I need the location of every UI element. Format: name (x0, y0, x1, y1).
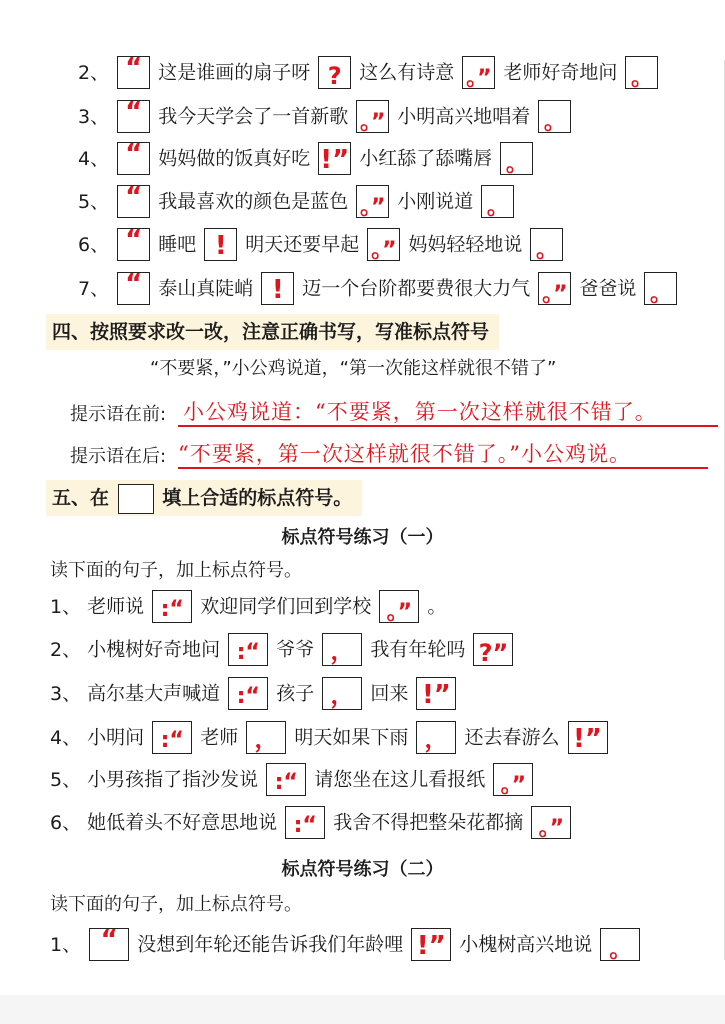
section-heading-5 (46, 480, 362, 516)
sentence-text: 小槐树好奇地问 (87, 638, 221, 661)
heading-post: 填上合适的标点符号。 (162, 487, 353, 509)
sentence-text: 小明高兴地唱着 (397, 105, 531, 128)
answer-box[interactable]: 。 (481, 185, 514, 218)
answer-box[interactable]: 。 (500, 142, 533, 175)
exercise-line (50, 720, 610, 754)
sentence-text: 爸爸说 (579, 277, 637, 300)
answer-box[interactable]: :“ (228, 633, 268, 666)
sentence-text: 欢迎同学们回到学校 (200, 595, 372, 618)
item-number: 1、 (50, 933, 82, 956)
answer-box[interactable]: :“ (228, 677, 268, 710)
exercise-line (50, 805, 573, 839)
answer-box[interactable]: “ (117, 100, 150, 133)
answer-underline (178, 425, 718, 427)
item-number: 7、 (78, 277, 110, 300)
answer-box[interactable]: 。” (379, 590, 419, 623)
answer-box[interactable]: ! (261, 272, 294, 305)
sentence-text: 妈妈轻轻地说 (408, 233, 523, 256)
sentence-text: 老师说 (87, 595, 145, 618)
heading-pre: 五、在 (52, 487, 110, 509)
item-number: 5、 (50, 768, 82, 791)
answer-box[interactable]: “ (117, 185, 150, 218)
sentence-text: 迈一个台阶都要费很大力气 (302, 277, 531, 300)
answer-underline (178, 467, 708, 469)
sentence-text: 小红舔了舔嘴唇 (359, 147, 493, 170)
sentence-text: 她低着头不好意思地说 (87, 811, 278, 834)
answer-box[interactable]: ?” (473, 633, 513, 666)
answer-box[interactable]: “ (117, 272, 150, 305)
exercise-line (50, 589, 446, 623)
sentence-text: 请您坐在这儿看报纸 (314, 768, 486, 791)
exercise-line (50, 762, 535, 796)
sentence-text: 老师好奇地问 (503, 61, 618, 84)
sentence-text: 高尔基大声喊道 (87, 682, 221, 705)
answer-box[interactable]: :“ (266, 763, 306, 796)
section-heading-4: 四、按照要求改一改，注意正确书写，写准标点符号 (46, 314, 499, 350)
bottom-margin (0, 995, 725, 1024)
answer-box[interactable]: ! (204, 228, 237, 261)
answer-box[interactable]: 。” (493, 763, 533, 796)
answer-box[interactable]: :“ (152, 590, 192, 623)
answer-box[interactable]: ， (322, 677, 362, 710)
answer-box[interactable]: “ (117, 228, 150, 261)
answer-box[interactable]: 。” (531, 806, 571, 839)
answer-box[interactable]: :“ (285, 806, 325, 839)
item-number: 5、 (78, 190, 110, 213)
exercise-line (78, 227, 565, 261)
instruction: 读下面的句子，加上标点符号。 (50, 894, 302, 915)
front-label: 提示语在前: (70, 404, 167, 425)
practice-title-1: 标点符号练习（一） (281, 527, 444, 548)
sentence-text: 。 (427, 595, 447, 618)
sentence-text: 我今天学会了一首新歌 (158, 105, 349, 128)
answer-box[interactable]: ， (246, 721, 286, 754)
sentence-text: 小男孩指了指沙发说 (87, 768, 259, 791)
item-number: 4、 (50, 726, 82, 749)
sentence-text: 明天如果下雨 (294, 726, 409, 749)
blank-box-icon (118, 484, 154, 514)
answer-box[interactable]: 。 (644, 272, 677, 305)
back-answer: “不要紧，第一次这样就很不错了。”小公鸡说。 (178, 442, 631, 466)
sentence-text: 回来 (370, 682, 409, 705)
exercise-line (50, 632, 515, 666)
answer-box[interactable]: “ (89, 928, 129, 961)
sentence-text: 还去春游么 (464, 726, 560, 749)
answer-box[interactable]: 。 (538, 100, 571, 133)
practice-title-2: 标点符号练习（二） (281, 859, 444, 880)
exercise-line (78, 271, 679, 305)
answer-box[interactable]: “ (117, 142, 150, 175)
answer-box[interactable]: !” (568, 721, 608, 754)
sentence-text: 小刚说道 (397, 190, 474, 213)
item-number: 2、 (78, 61, 110, 84)
sentence-text: 爷爷 (276, 638, 315, 661)
exercise-line (50, 927, 642, 961)
sentence-text: 老师 (200, 726, 239, 749)
answer-box[interactable]: !” (416, 677, 456, 710)
answer-box[interactable]: 。” (356, 185, 389, 218)
answer-box[interactable]: 。 (625, 56, 658, 89)
sentence-text: 我有年轮吗 (370, 638, 466, 661)
sentence-text: 我最喜欢的颜色是蓝色 (158, 190, 349, 213)
answer-box[interactable]: 。 (600, 928, 640, 961)
item-number: 6、 (50, 811, 82, 834)
back-label: 提示语在后: (70, 446, 167, 467)
answer-box[interactable]: “ (117, 56, 150, 89)
sentence-text: 这么有诗意 (359, 61, 455, 84)
sentence-text: 泰山真陡峭 (158, 277, 254, 300)
sentence-text: 妈妈做的饭真好吃 (158, 147, 311, 170)
item-number: 4、 (78, 147, 110, 170)
answer-box[interactable]: !” (318, 142, 351, 175)
instruction: 读下面的句子，加上标点符号。 (50, 560, 302, 581)
sentence-text: 小槐树高兴地说 (459, 933, 593, 956)
item-number: 6、 (78, 233, 110, 256)
answer-box[interactable]: :“ (152, 721, 192, 754)
answer-box[interactable]: 。” (538, 272, 571, 305)
sentence-text: 孩子 (276, 682, 315, 705)
sentence-text: 这是谁画的扇子呀 (158, 61, 311, 84)
sentence-text: 明天还要早起 (245, 233, 360, 256)
answer-box[interactable]: ? (318, 56, 351, 89)
exercise-line (78, 99, 573, 133)
answer-box[interactable]: !” (411, 928, 451, 961)
answer-box[interactable]: 。 (530, 228, 563, 261)
item-number: 3、 (50, 682, 82, 705)
exercise-line (78, 184, 516, 218)
exercise-line (78, 55, 660, 89)
exercise-line (78, 141, 535, 175)
item-number: 2、 (50, 638, 82, 661)
original-sentence: “不要紧，”小公鸡说道，“第一次能这样就很不错了” (150, 358, 557, 379)
answer-box[interactable]: ， (416, 721, 456, 754)
sentence-text: 睡吧 (158, 233, 197, 256)
answer-box[interactable]: 。” (356, 100, 389, 133)
answer-box[interactable]: 。” (462, 56, 495, 89)
sentence-text: 小明问 (87, 726, 145, 749)
item-number: 1、 (50, 595, 82, 618)
exercise-line (50, 676, 458, 710)
front-answer: 小公鸡说道：“不要紧，第一次这样就很不错了。 (183, 400, 657, 424)
answer-box[interactable]: 。” (367, 228, 400, 261)
sentence-text: 没想到年轮还能告诉我们年龄哩 (137, 933, 404, 956)
answer-box[interactable]: ， (322, 633, 362, 666)
sentence-text: 我舍不得把整朵花都摘 (333, 811, 524, 834)
item-number: 3、 (78, 105, 110, 128)
